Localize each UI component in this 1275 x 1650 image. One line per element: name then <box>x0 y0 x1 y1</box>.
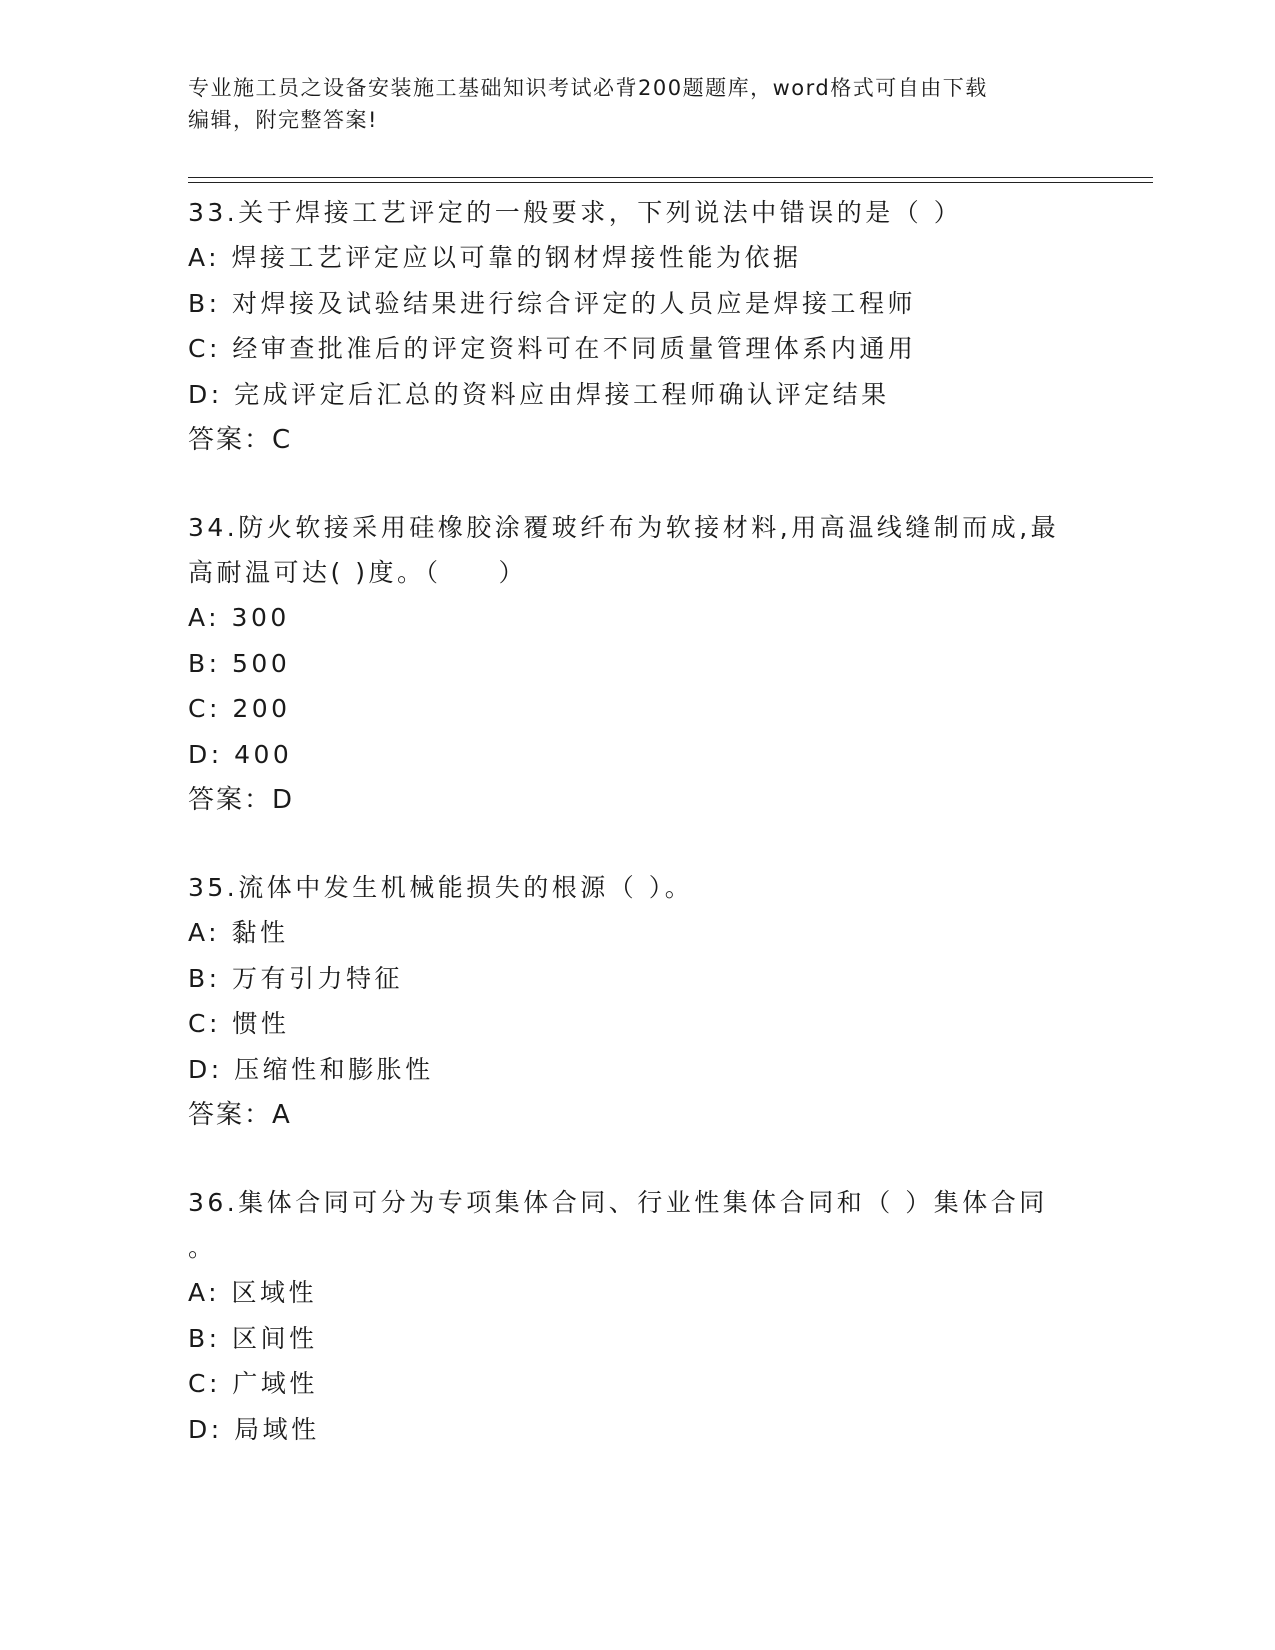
answer-label: 答案： <box>188 1100 273 1130</box>
question-text-continued: 高耐温可达( )度。（ ） <box>188 558 527 587</box>
option-d: D: 400 <box>188 739 293 769</box>
question-text: 36.集体合同可分为专项集体合同、行业性集体合同和（ ）集体合同 <box>188 1188 1048 1217</box>
question-text: 35.流体中发生机械能损失的根源（ ）。 <box>188 873 694 902</box>
answer-label: 答案： <box>188 425 273 455</box>
option-a: A: 300 <box>188 603 290 632</box>
header-line-2: 编辑，附完整答案! <box>188 108 378 132</box>
answer-value: A <box>272 1100 292 1130</box>
answer-line <box>188 777 1088 823</box>
option-b: B: 万有引力特征 <box>188 963 404 993</box>
answer-line <box>188 1092 1088 1138</box>
option-b: B: 500 <box>188 648 291 678</box>
question-36 <box>188 1180 1088 1452</box>
header-line-1: 专业施工员之设备安装施工基础知识考试必背200题题库，word格式可自由下载 <box>188 76 988 100</box>
option-d: D: 完成评定后汇总的资料应由焊接工程师确认评定结果 <box>188 379 890 409</box>
question-text-continued: 。 <box>188 1233 217 1262</box>
option-c: C: 广域性 <box>188 1369 318 1398</box>
question-35 <box>188 865 1088 1138</box>
question-text: 34.防火软接采用硅橡胶涂覆玻纤布为软接材料,用高温线缝制而成,最 <box>188 513 1060 542</box>
header-divider-bottom <box>188 182 1153 183</box>
header-divider-top <box>188 177 1153 178</box>
answer-value: D <box>272 785 295 815</box>
question-text: 33.关于焊接工艺评定的一般要求，下列说法中错误的是（ ） <box>188 198 963 227</box>
question-34 <box>188 505 1088 823</box>
option-a: A: 焊接工艺评定应以可靠的钢材焊接性能为依据 <box>188 243 802 272</box>
question-33 <box>188 190 1088 463</box>
answer-value: C <box>272 425 293 455</box>
answer-line <box>188 417 1088 463</box>
option-d: D: 局域性 <box>188 1414 320 1444</box>
answer-label: 答案： <box>188 785 273 815</box>
option-b: B: 区间性 <box>188 1323 318 1353</box>
question-list <box>188 190 1088 1494</box>
option-a: A: 黏性 <box>188 918 289 947</box>
option-a: A: 区域性 <box>188 1278 318 1307</box>
option-b: B: 对焊接及试验结果进行综合评定的人员应是焊接工程师 <box>188 288 917 318</box>
option-c: C: 200 <box>188 694 291 723</box>
option-c: C: 惯性 <box>188 1009 290 1038</box>
option-d: D: 压缩性和膨胀性 <box>188 1054 434 1084</box>
document-header <box>188 72 1088 136</box>
option-c: C: 经审查批准后的评定资料可在不同质量管理体系内通用 <box>188 334 917 363</box>
